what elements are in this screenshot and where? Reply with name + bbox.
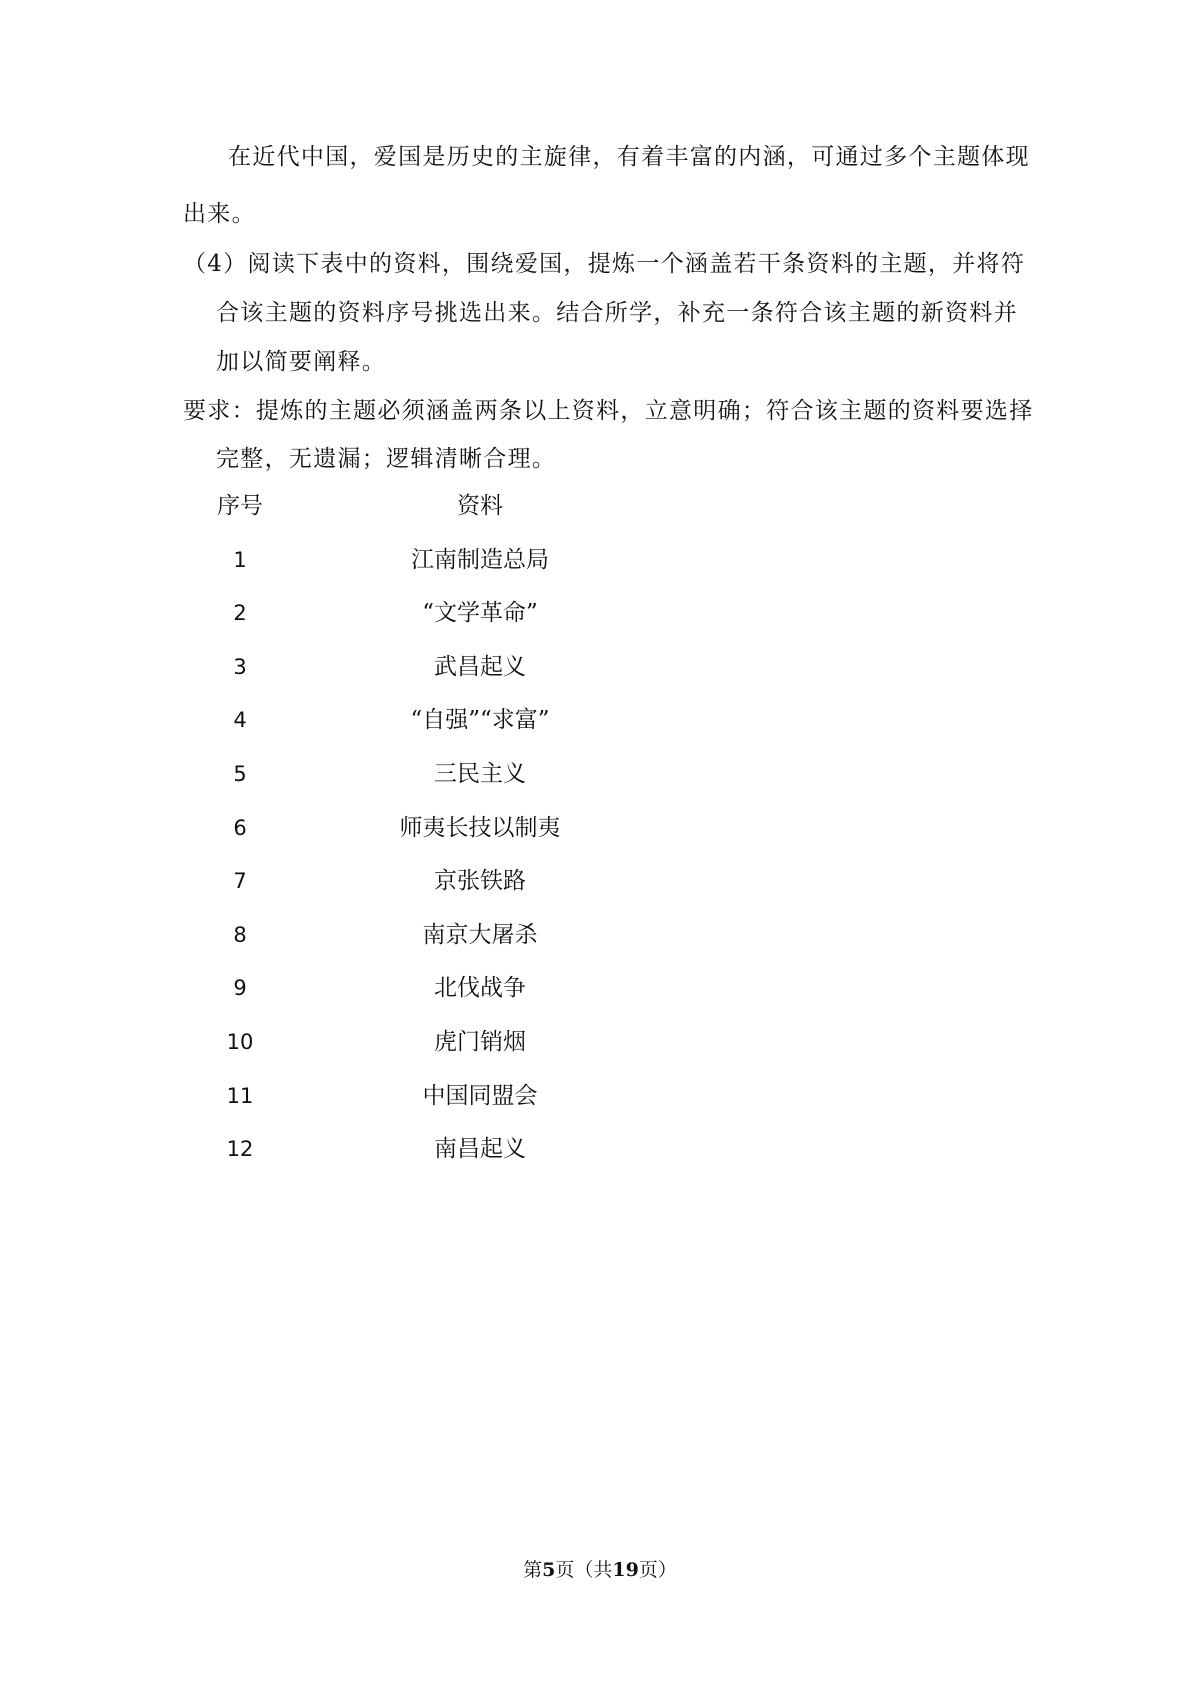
question-line-2: 合该主题的资料序号挑选出来。结合所学，补充一条符合该主题的新资料并 (216, 300, 1018, 326)
row-num: 6 (233, 815, 247, 840)
row-num: 4 (233, 708, 247, 733)
row-num: 12 (226, 1137, 254, 1162)
table-row (180, 597, 700, 651)
table-row (180, 1026, 700, 1080)
header-material: 资料 (457, 493, 503, 519)
table-row (180, 651, 700, 705)
intro-line-2: 出来。 (183, 201, 256, 227)
row-material: 师夷长技以制夷 (399, 814, 561, 841)
table-row (180, 758, 700, 812)
table-row (180, 1080, 700, 1134)
row-material: 虎门销烟 (434, 1028, 526, 1055)
footer-suffix: 页） (638, 1559, 677, 1581)
row-material: “自强”“求富” (410, 707, 550, 734)
question-line-3: 加以简要阐释。 (216, 349, 387, 375)
row-material: 三民主义 (434, 760, 526, 787)
footer-middle: 页（共 (555, 1559, 613, 1581)
requirement-line-1: 要求：提炼的主题必须涵盖两条以上资料，立意明确；符合该主题的资料要选择 (183, 398, 1034, 424)
table-row (180, 704, 700, 758)
table-row (180, 812, 700, 866)
row-material: 北伐战争 (434, 975, 526, 1002)
question-line-1: （4）阅读下表中的资料，围绕爱国，提炼一个涵盖若干条资料的主题，并将符 (183, 251, 1026, 277)
intro-line-1: 在近代中国，爱国是历史的主旋律，有着丰富的内涵，可通过多个主题体现 (228, 144, 1030, 170)
table-row (180, 865, 700, 919)
row-num: 3 (233, 654, 247, 679)
row-num: 5 (233, 761, 247, 786)
row-num: 2 (233, 601, 247, 626)
table-row (180, 1133, 700, 1187)
row-material: 江南制造总局 (411, 546, 549, 573)
table-header-row (180, 490, 700, 544)
row-material: 中国同盟会 (422, 1082, 538, 1109)
table-row (180, 544, 700, 598)
table-row (180, 919, 700, 973)
header-num: 序号 (217, 493, 263, 519)
row-num: 9 (233, 976, 247, 1001)
row-num: 7 (233, 869, 247, 894)
footer-prefix: 第 (523, 1559, 543, 1581)
requirement-line-2: 完整，无遗漏；逻辑清晰合理。 (216, 446, 557, 472)
row-material: 京张铁路 (434, 868, 526, 895)
row-material: 南京大屠杀 (422, 921, 538, 948)
row-material: 武昌起义 (434, 653, 526, 680)
row-num: 11 (226, 1083, 254, 1108)
footer-page-number: 5 (542, 1559, 556, 1581)
row-material: “文学革命” (422, 600, 538, 627)
row-num: 8 (233, 922, 247, 947)
row-num: 10 (226, 1029, 254, 1054)
footer-total-pages: 19 (612, 1559, 639, 1581)
table-row (180, 972, 700, 1026)
materials-table (180, 490, 700, 1187)
row-num: 1 (233, 547, 247, 572)
row-material: 南昌起义 (434, 1136, 526, 1163)
page-footer (0, 1557, 1200, 1583)
